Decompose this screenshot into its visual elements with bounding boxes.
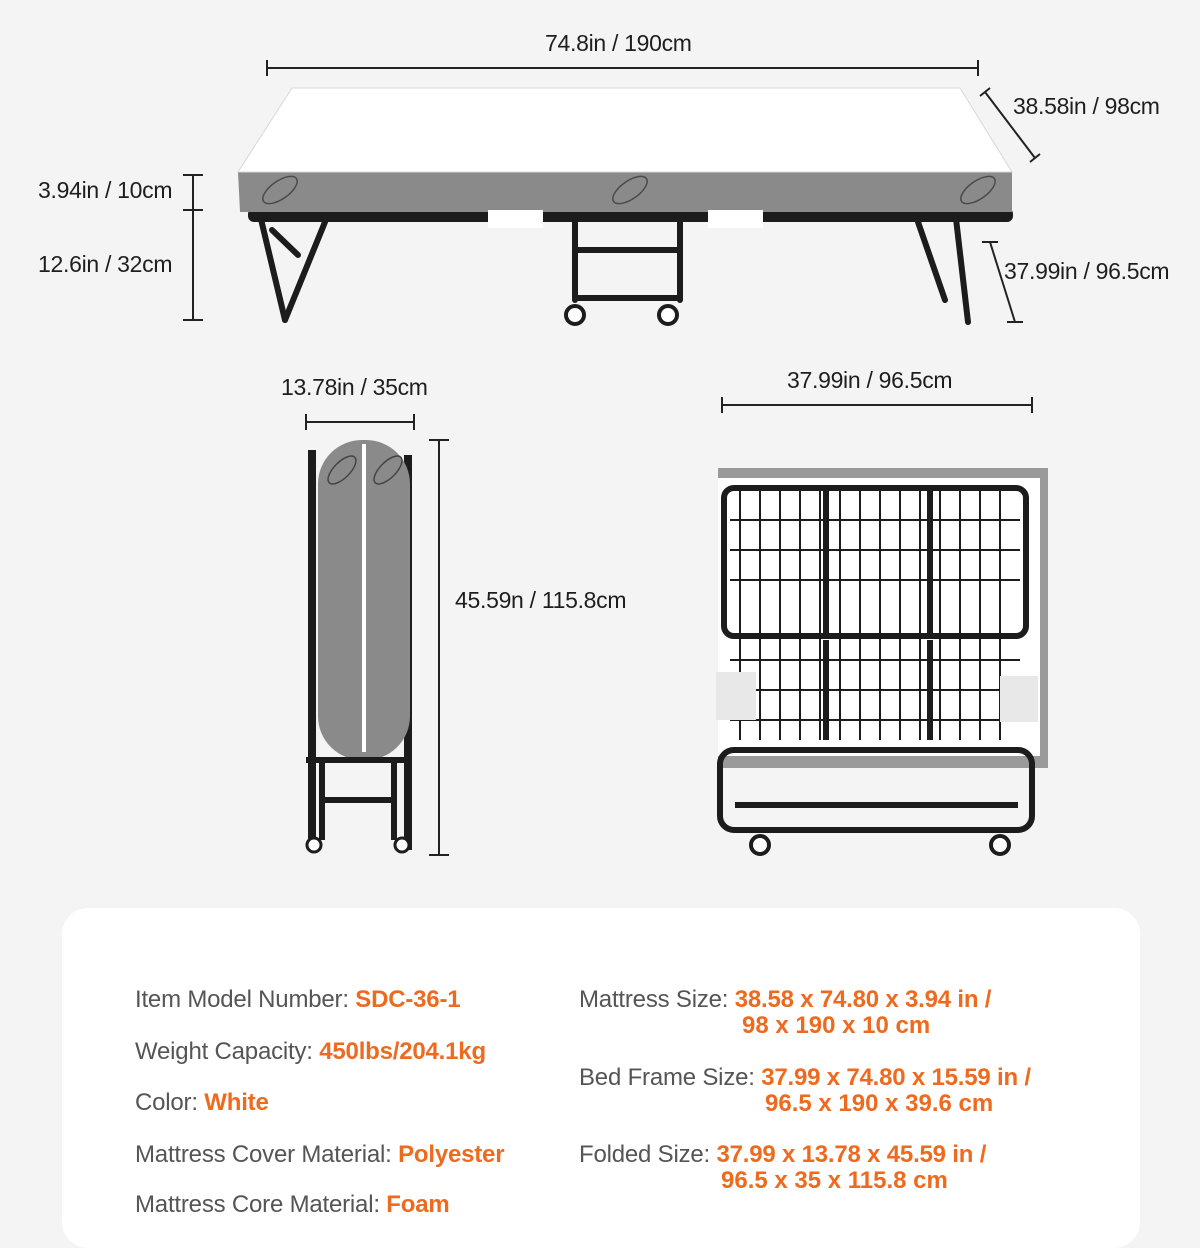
spec-mattress-size-line2: 98 x 190 x 10 cm (742, 1012, 931, 1039)
mattress-thickness-label: 3.94in / 10cm (38, 177, 173, 203)
spec-cover-value: Polyester (398, 1141, 505, 1168)
spec-frame-size-label: Bed Frame Size: (579, 1064, 755, 1091)
folded-depth-label: 13.78in / 35cm (281, 374, 428, 400)
folded-height-label: 45.59n / 115.8cm (455, 587, 627, 613)
length-label: 74.8in / 190cm (545, 30, 692, 56)
spec-mattress-size (579, 986, 991, 1014)
specs-card (62, 908, 1140, 1248)
spec-model-label: Item Model Number: (135, 986, 349, 1013)
spec-core (135, 1191, 450, 1219)
folded-width-label: 37.99in / 96.5cm (787, 367, 953, 393)
spec-cover-label: Mattress Cover Material: (135, 1141, 392, 1168)
spec-capacity-value: 450lbs/204.1kg (319, 1038, 486, 1065)
spec-color (135, 1089, 269, 1117)
width-label: 38.58in / 98cm (1013, 93, 1160, 119)
spec-frame-size (579, 1064, 1031, 1092)
folded-bed-side (306, 440, 412, 852)
unfolded-bed (238, 88, 1013, 324)
folded-bed-front (716, 468, 1048, 854)
spec-capacity (135, 1038, 486, 1066)
spec-color-label: Color: (135, 1089, 198, 1116)
spec-frame-size-line2: 96.5 x 190 x 39.6 cm (765, 1090, 994, 1117)
spec-model-value: SDC-36-1 (355, 986, 461, 1013)
spec-model (135, 986, 460, 1014)
spec-folded-size-line1: 37.99 x 13.78 x 45.59 in / (716, 1141, 987, 1168)
spec-mattress-size-label: Mattress Size: (579, 986, 729, 1013)
frame-width-label: 37.99in / 96.5cm (1004, 258, 1170, 284)
spec-folded-size-line2: 96.5 x 35 x 115.8 cm (721, 1167, 948, 1194)
spec-color-value: White (204, 1089, 269, 1116)
dimension-lines-folded-front (722, 397, 1032, 413)
spec-frame-size-line1: 37.99 x 74.80 x 15.59 in / (761, 1064, 1031, 1091)
spec-folded-size (579, 1141, 986, 1169)
spec-core-value: Foam (386, 1191, 450, 1218)
spec-folded-size-label: Folded Size: (579, 1141, 711, 1168)
spec-mattress-size-line1: 38.58 x 74.80 x 3.94 in / (734, 986, 992, 1013)
spec-core-label: Mattress Core Material: (135, 1191, 380, 1218)
frame-height-label: 12.6in / 32cm (38, 251, 173, 277)
spec-cover (135, 1141, 504, 1169)
spec-capacity-label: Weight Capacity: (135, 1038, 313, 1065)
